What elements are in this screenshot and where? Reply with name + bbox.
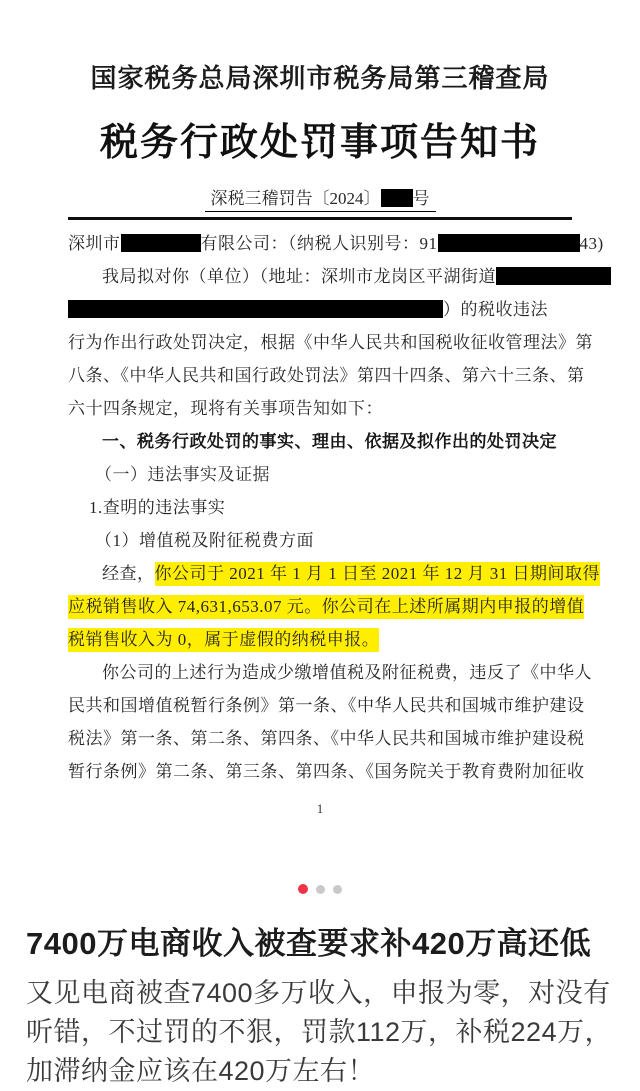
doc-line (68, 590, 585, 623)
doc-body (68, 227, 604, 788)
doc-line (68, 293, 572, 326)
doc-text: 税法》第一条、第二条、第四条、《中华人民共和国城市维护建设税 (68, 729, 585, 748)
highlighted-text: 税销售收入为 0，属于虚假的纳税申报。 (68, 628, 379, 652)
highlighted-text: 应税销售收入 74,631,653.07 元。你公司在上述所属期内申报的增值 (68, 595, 584, 619)
doc-text: （1）增值税及附征税费方面 (95, 531, 314, 550)
doc-line (68, 458, 572, 491)
doc-text: 你公司的上述行为造成少缴增值税及附征税费，违反了《中华人 (102, 663, 592, 682)
doc-line (68, 524, 572, 557)
doc-text: 43) (579, 234, 604, 253)
carousel-dot[interactable] (316, 885, 325, 894)
doc-text: 有限公司：（纳税人识别号：91 (200, 234, 438, 253)
doc-line (68, 623, 572, 656)
doc-line (68, 491, 572, 524)
doc-divider-rule (68, 217, 572, 220)
doc-page-number: 1 (316, 801, 324, 816)
doc-line (68, 689, 585, 722)
redaction-bar (381, 189, 413, 207)
doc-text: ）的税收违法 (443, 300, 548, 319)
article (0, 925, 640, 1091)
doc-text: 深税三稽罚告〔2024〕 (210, 189, 381, 208)
doc-number-text (205, 184, 436, 212)
doc-text: 号 (412, 189, 430, 208)
article-body-text: 又见电商被查7400多万收入，申报为零，对没有听错，不过罚的不狠，罚款112万，补税224万，加滞纳金应该在420万左右！ (26, 978, 613, 1086)
doc-agency-header: 国家税务总局深圳市税务局第三稽查局 (90, 64, 550, 93)
doc-text: 八条、《中华人民共和国行政处罚法》第四十四条、第六十三条、第 (68, 366, 585, 385)
doc-text: 我局拟对你（单位）（地址：深圳市龙岗区平湖街道 (102, 267, 496, 286)
doc-line (68, 722, 585, 755)
redaction-bar (68, 300, 443, 318)
carousel-dot[interactable] (333, 885, 342, 894)
redaction-bar (496, 267, 611, 285)
highlighted-text: 你公司于 2021 年 1 月 1 日至 2021 年 12 月 31 日期间取得 (155, 562, 601, 586)
doc-line (68, 557, 600, 590)
doc-line (68, 227, 604, 260)
doc-line (68, 359, 585, 392)
redaction-bar (438, 234, 580, 252)
doc-text: 1.查明的违法事实 (89, 498, 226, 517)
doc-line (68, 755, 585, 788)
carousel-dot-active[interactable] (298, 884, 308, 894)
doc-number (0, 184, 640, 212)
doc-line (68, 425, 572, 458)
doc-line (68, 326, 593, 359)
article-headline: 7400万电商收入被查要求补420万高还低 (26, 926, 592, 961)
carousel-dots (0, 881, 640, 899)
doc-text: 深圳市 (68, 234, 121, 253)
doc-text: 一、税务行政处罚的事实、理由、依据及拟作出的处罚决定 (102, 432, 557, 451)
doc-line (68, 392, 572, 425)
doc-line (68, 656, 592, 689)
doc-text: （一）违法事实及证据 (95, 465, 270, 484)
doc-text: 经查， (102, 564, 155, 583)
doc-text: 六十四条规定，现将有关事项告知如下： (68, 399, 383, 418)
doc-title: 税务行政处罚事项告知书 (99, 122, 540, 164)
doc-text: 暂行条例》第二条、第三条、第四条、《国务院关于教育费附加征收 (68, 762, 585, 781)
doc-line (68, 260, 572, 293)
redaction-bar (121, 234, 201, 252)
doc-text: 行为作出行政处罚决定，根据《中华人民共和国税收征收管理法》第 (68, 333, 593, 352)
doc-text: 民共和国增值税暂行条例》第一条、《中华人民共和国城市维护建设 (68, 696, 585, 715)
